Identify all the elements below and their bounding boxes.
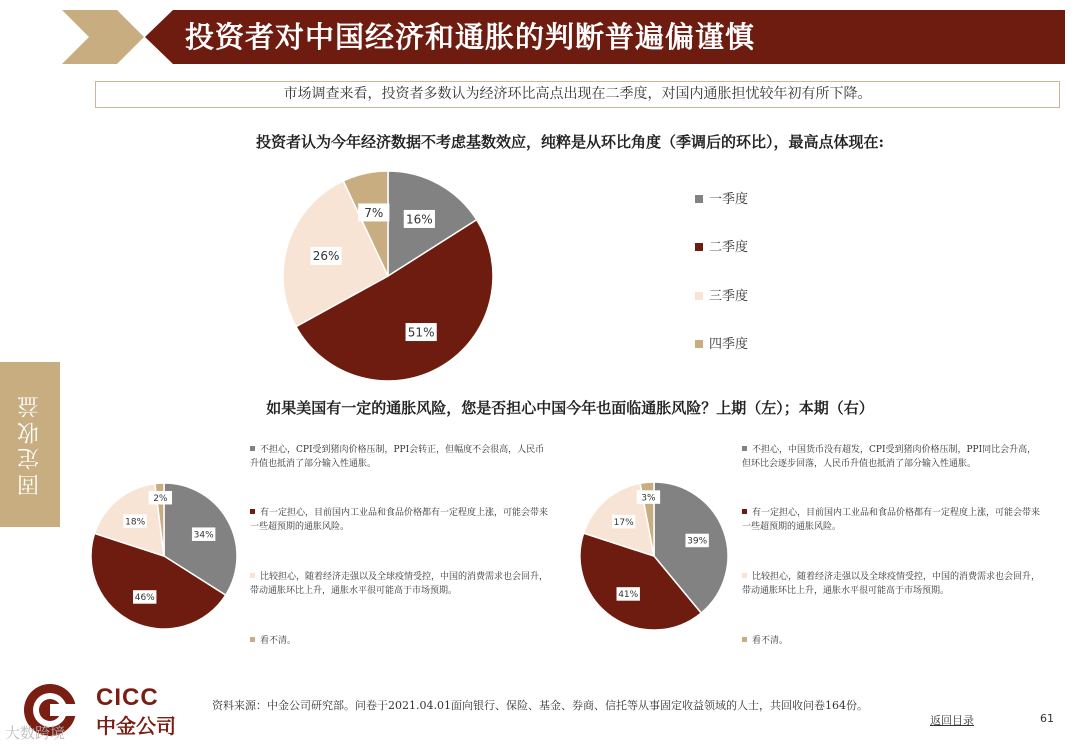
pie-chart-1 [280, 168, 496, 384]
legend2-label-4: 看不清。 [260, 636, 297, 646]
legend2-label-1: 不担心，CPI受到猪肉价格压制，PPI会转正，但幅度不会很高，人民币升值也抵消了部分输入性通胀。 [250, 445, 545, 469]
chart3-data-label-1: 39% [687, 536, 708, 547]
legend3-label-2: 有一定担心，目前国内工业品和食品价格都有一定程度上涨，可能会带来一些超预期的通胀风险。 [742, 508, 1041, 532]
chart2-data-label-3: 18% [125, 517, 146, 528]
back-to-contents-link[interactable]: 返回目录 [930, 714, 974, 727]
chart2-data-label-1: 34% [193, 530, 214, 541]
legend2-item-3 [250, 570, 550, 598]
watermark: 大数跨境 [5, 724, 66, 742]
legend3-item-4 [742, 634, 1042, 648]
side-tab-label: 固定收益 [17, 392, 43, 497]
legend3-label-1: 不担心，中国货币没有超发，CPI受到猪肉价格压制，PPI同比会升高，但环比会逐步回落，人民币升值也抵消了部分输入性通胀。 [742, 445, 1037, 469]
legend1-label-4: 四季度 [709, 337, 749, 352]
summary-box: 市场调查来看，投资者多数认为经济环比高点出现在二季度，对国内通胀担忧较年初有所下降。 [95, 81, 1060, 108]
chart1-data-label-3: 26% [312, 249, 340, 264]
legend2-item-2 [250, 506, 550, 534]
chart3-data-label-2: 41% [618, 590, 639, 601]
legend1-label-2: 二季度 [709, 240, 749, 255]
page-number: 61 [1040, 712, 1054, 725]
chart1-data-label-2: 51% [407, 325, 435, 340]
chart3-data-label-4: 3% [641, 493, 656, 504]
pie-chart-current [577, 479, 731, 633]
legend1-item-4 [695, 337, 748, 353]
legend1-label-1: 一季度 [709, 192, 749, 207]
chart2-data-label-4: 2% [153, 493, 168, 504]
legend3-item-1 [742, 443, 1042, 471]
chart2-data-label-2: 46% [134, 593, 155, 604]
legend1-item-1 [695, 192, 748, 208]
legend1-item-3 [695, 289, 748, 305]
chart2-title: 如果美国有一定的通胀风险，您是否担心中国今年也面临通胀风险？上期（左）；本期（右） [266, 399, 874, 417]
legend3-item-3 [742, 570, 1042, 598]
page-title: 投资者对中国经济和通胀的判断普遍偏谨慎 [185, 20, 756, 54]
legend3-label-4: 看不清。 [752, 636, 789, 646]
legend2-item-1 [250, 443, 550, 471]
legend3-item-2 [742, 506, 1042, 534]
legend1-label-3: 三季度 [709, 289, 749, 304]
legend1-item-2 [695, 240, 748, 256]
logo-text-en: CICC [96, 684, 159, 711]
logo-text-cn: 中金公司 [96, 714, 176, 738]
legend3-label-3: 比较担心，随着经济走强以及全球疫情受控，中国的消费需求也会回升，带动通胀环比上升，通胀水平很可能高于市场预期。 [742, 572, 1041, 596]
legend2-item-4 [250, 634, 550, 648]
header-chevron-icon [62, 10, 144, 64]
legend2-label-3: 比较担心，随着经济走强以及全球疫情受控，中国的消费需求也会回升，带动通胀环比上升，通胀水平很可能高于市场预期。 [250, 572, 549, 596]
legend2-label-2: 有一定担心，目前国内工业品和食品价格都有一定程度上涨，可能会带来一些超预期的通胀风险。 [250, 508, 549, 532]
source-note: 资料来源：中金公司研究部。问卷于2021.04.01面向银行、保险、基金、券商、信托等从事固定收益领域的人士，共回收问卷164份。 [212, 699, 868, 712]
chart1-data-label-4: 7% [364, 205, 384, 220]
pie-chart-previous [88, 480, 240, 632]
chart1-data-label-1: 16% [406, 212, 433, 227]
chart3-data-label-3: 17% [613, 517, 634, 528]
chart1-title: 投资者认为今年经济数据不考虑基数效应，纯粹是从环比角度（季调后的环比），最高点体现在: [255, 133, 885, 151]
